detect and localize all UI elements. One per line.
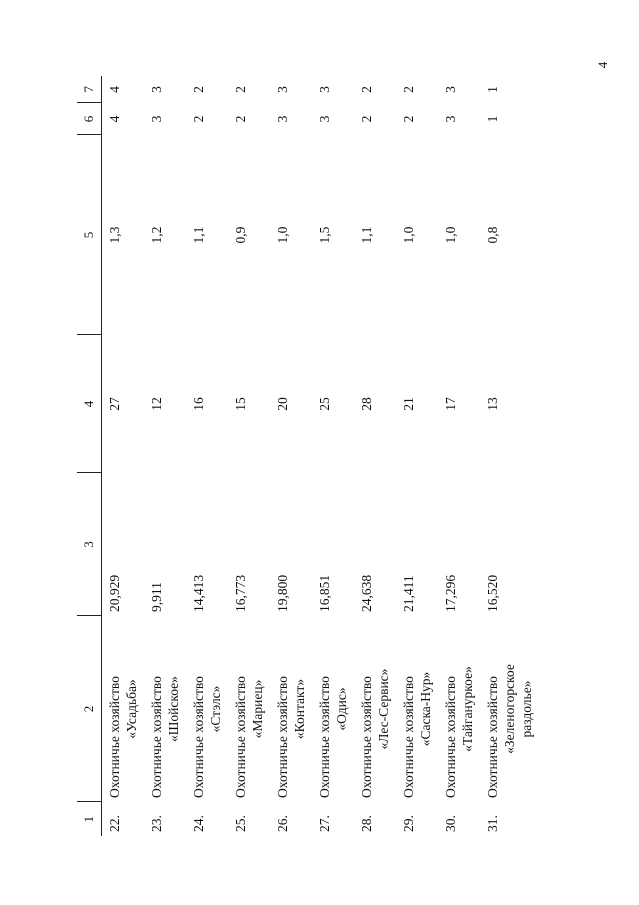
- hunting-farms-table: [77, 76, 538, 836]
- table-row: [438, 76, 480, 836]
- cell-col7: 3: [442, 86, 458, 93]
- farm-name: [354, 616, 396, 802]
- cell-col3: 16,520: [484, 574, 500, 612]
- farm-title: «Шойское»: [165, 676, 181, 742]
- table-header-row: [77, 76, 102, 836]
- farm-name: [396, 616, 438, 802]
- cell-col4: 17: [442, 397, 458, 411]
- row-number: 22.: [107, 815, 122, 832]
- farm-name: [438, 616, 480, 802]
- farm-type: Охотничье хозяйство: [442, 676, 458, 798]
- header-cell: 4: [77, 335, 102, 473]
- cell-col3: 24,638: [358, 574, 374, 612]
- cell-col6: 3: [148, 115, 164, 123]
- farm-title: «Стэлс»: [207, 685, 223, 733]
- farm-name: [228, 616, 270, 802]
- table-row: [186, 76, 228, 836]
- cell-col7: 4: [107, 86, 122, 93]
- cell-col6: 3: [274, 115, 290, 123]
- header-cell: 6: [77, 103, 102, 135]
- cell-col5: 1,2: [148, 226, 164, 244]
- cell-col3: 16,773: [232, 574, 248, 612]
- cell-col6: 2: [358, 115, 374, 123]
- cell-col7: 2: [400, 86, 416, 93]
- cell-col4: 28: [358, 397, 374, 411]
- table-row: [354, 76, 396, 836]
- table-row: [480, 76, 538, 836]
- cell-col3: 16,851: [316, 574, 332, 612]
- cell-col5: 0,9: [232, 226, 248, 244]
- farm-type: Охотничье хозяйство: [190, 676, 206, 798]
- table-row: [312, 76, 354, 836]
- cell-col3: 20,929: [107, 574, 122, 612]
- cell-col5: 1,1: [190, 226, 206, 244]
- row-number: 27.: [316, 815, 332, 832]
- farm-title: «Усадьба»: [124, 679, 139, 739]
- cell-col6: 1: [484, 115, 500, 123]
- row-number: 29.: [400, 815, 416, 832]
- farm-type: Охотничье хозяйство: [400, 676, 416, 798]
- farm-type: Охотничье хозяйство: [484, 676, 500, 798]
- cell-col7: 3: [274, 86, 290, 93]
- cell-col5: 1,0: [400, 226, 416, 244]
- cell-col3: 17,296: [442, 574, 458, 612]
- cell-col7: 2: [190, 86, 206, 93]
- table-row: [102, 76, 144, 836]
- row-number: 24.: [190, 815, 206, 832]
- cell-col7: 3: [316, 86, 332, 93]
- farm-type: Охотничье хозяйство: [316, 676, 332, 798]
- cell-col4: 13: [484, 397, 500, 411]
- header-cell: 3: [77, 473, 102, 616]
- cell-col3: 14,413: [190, 574, 206, 612]
- table-row: [396, 76, 438, 836]
- row-number: 23.: [148, 815, 164, 832]
- table-row: [144, 76, 186, 836]
- table-row: [270, 76, 312, 836]
- cell-col4: 16: [190, 397, 206, 411]
- row-number: 26.: [274, 815, 290, 832]
- cell-col3: 19,800: [274, 574, 290, 612]
- rotated-table-wrapper: [77, 76, 577, 836]
- farm-name: [144, 616, 186, 802]
- cell-col4: 27: [107, 397, 122, 411]
- cell-col6: 3: [442, 115, 458, 123]
- cell-col5: 1,0: [274, 226, 290, 244]
- cell-col3: 21,411: [400, 575, 416, 612]
- cell-col5: 1,0: [442, 226, 458, 244]
- table-row: [228, 76, 270, 836]
- cell-col7: 2: [358, 86, 374, 93]
- cell-col7: 1: [484, 86, 500, 93]
- header-cell: 5: [77, 135, 102, 335]
- row-number: 28.: [358, 815, 374, 832]
- cell-col5: 0,8: [484, 226, 500, 244]
- farm-title: «Мариец»: [249, 679, 265, 739]
- cell-col6: 2: [400, 115, 416, 123]
- cell-col6: 2: [190, 115, 206, 123]
- table-body: [102, 76, 538, 836]
- farm-type: Охотничье хозяйство: [107, 676, 122, 798]
- farm-title: «Саска-Нур»: [417, 671, 433, 747]
- farm-type: Охотничье хозяйство: [358, 676, 374, 798]
- cell-col4: 15: [232, 397, 248, 411]
- farm-name: [186, 616, 228, 802]
- cell-col4: 21: [400, 397, 416, 411]
- cell-col4: 12: [148, 397, 164, 411]
- cell-col6: 3: [316, 115, 332, 123]
- row-number: 30.: [442, 815, 458, 832]
- farm-title: «Контакт»: [291, 678, 307, 740]
- row-number: 31.: [484, 815, 500, 832]
- cell-col6: 4: [107, 115, 122, 123]
- cell-col5: 1,1: [358, 226, 374, 244]
- farm-type: Охотничье хозяйство: [148, 676, 164, 798]
- header-cell: 2: [77, 616, 102, 802]
- farm-name: [270, 616, 312, 802]
- cell-col4: 20: [274, 397, 290, 411]
- row-number: 25.: [232, 815, 248, 832]
- farm-name: [480, 616, 538, 802]
- farm-name: [312, 616, 354, 802]
- farm-title: «Лес-Сервис»: [375, 668, 391, 750]
- cell-col4: 25: [316, 397, 332, 411]
- header-cell: 7: [77, 76, 102, 103]
- farm-title: «Зеленогорское раздолье»: [501, 664, 534, 754]
- farm-type: Охотничье хозяйство: [274, 676, 290, 798]
- cell-col7: 3: [148, 86, 164, 93]
- farm-type: Охотничье хозяйство: [232, 676, 248, 798]
- cell-col3: 9,911: [148, 582, 164, 612]
- cell-col5: 1,3: [107, 226, 122, 244]
- farm-title: «Тайгануркое»: [459, 666, 475, 752]
- header-cell: 1: [77, 802, 102, 836]
- farm-name: [102, 616, 144, 802]
- cell-col5: 1,5: [316, 226, 332, 244]
- cell-col7: 2: [232, 86, 248, 93]
- farm-title: «Одис»: [333, 687, 349, 731]
- page-number: 4: [595, 61, 610, 69]
- cell-col6: 2: [232, 115, 248, 123]
